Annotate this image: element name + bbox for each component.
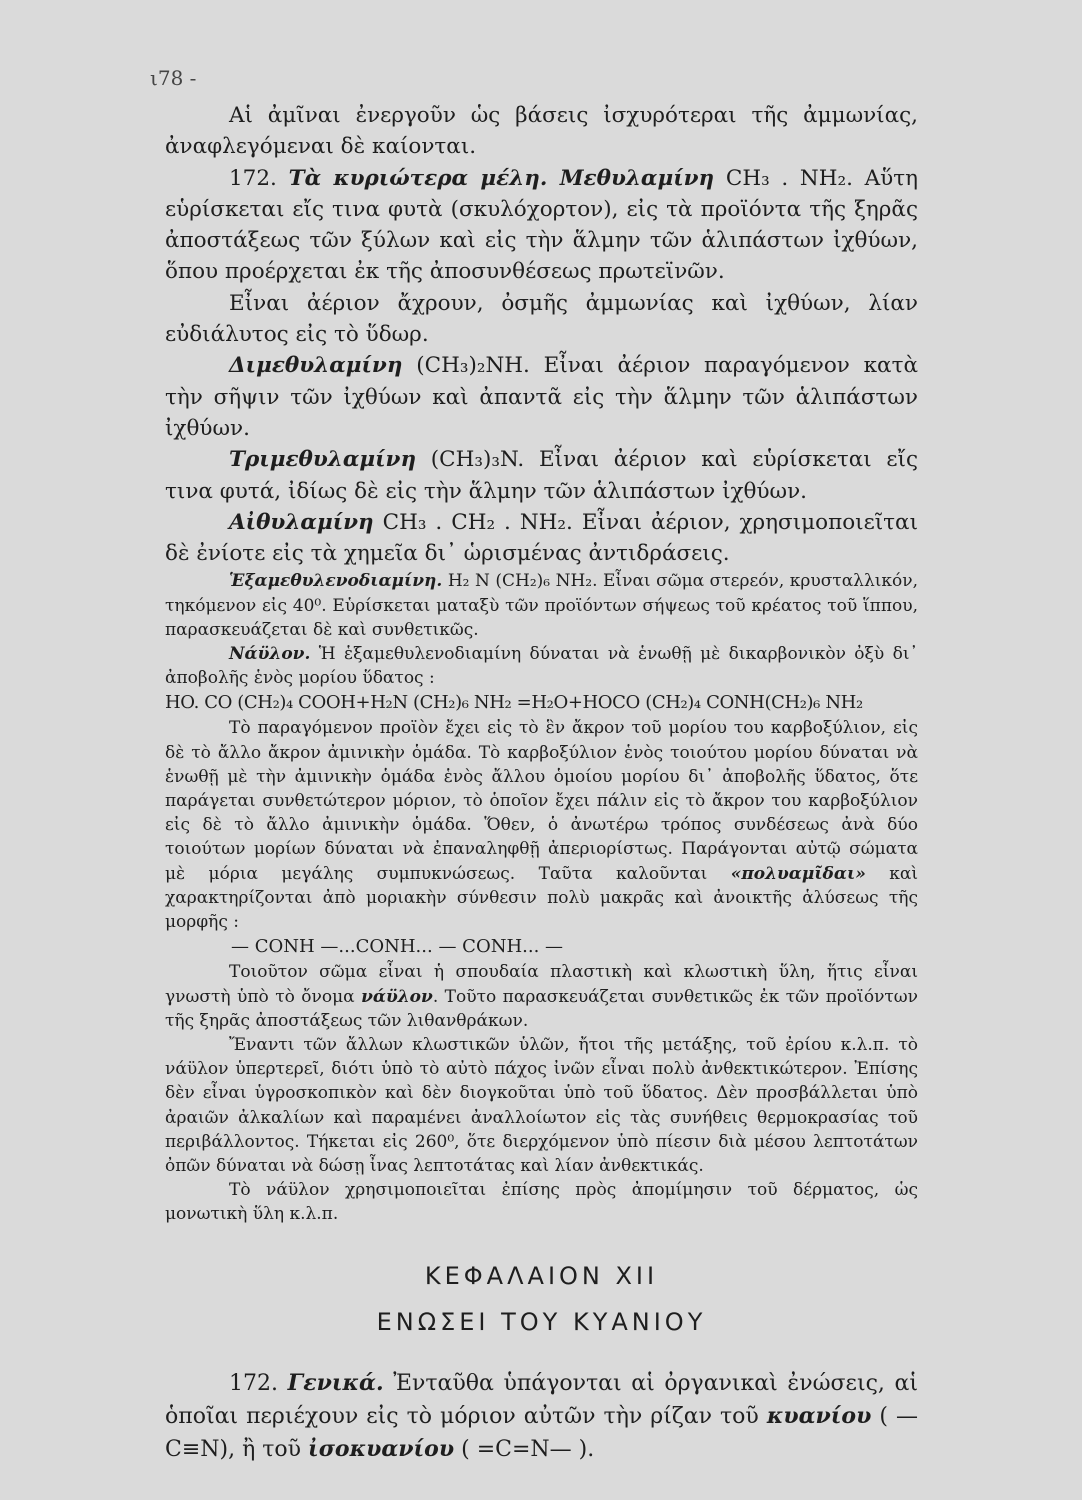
paragraph-plastic (165, 960, 918, 1033)
paragraph-nylon (165, 642, 918, 690)
condensation-text-end: καὶ χαρακτηρίζονται ἀπὸ μοριακὴν σύνθεσιν πολὺ μακρᾶς καὶ ἀνοικτῆς ἁλύσεως τῆς μορφῆς : (165, 863, 918, 933)
plastic-text-end: . Τοῦτο παρασκευάζεται συνθετικῶς ἐκ τῶν προϊόντων τῆς ξηρᾶς ἀποστάξεως τῶν λιθανθράκων. (165, 986, 918, 1031)
general-text: Ἐνταῦθα ὑπάγονται αἱ ὀργανικαὶ ἐνώσεις, αἱ ὁποῖαι περιέχουν εἰς τὸ μόριον αὐτῶν τὴν ρίζαν τοῦ (165, 1370, 918, 1429)
trimethylamine-name: Τριμεθυλαμίνη (229, 447, 417, 473)
hexamethylenediamine-name: Ἑξαμεθυλενοδιαμίνη. (229, 571, 443, 592)
chapter-number: ΚΕΦΑΛΑΙΟΝ XII (424, 1261, 659, 1290)
polyamides-term: «πολυαμῖδαι» (730, 863, 866, 884)
paragraph-main-members (165, 163, 918, 288)
plastic-text: Τοιοῦτον σῶμα εἶναι ἡ σπουδαία πλαστικὴ καὶ κλωστικὴ ὕλη, ἥτις εἶναι γνωστὴ ὑπὸ τὸ ὄνομα (165, 962, 918, 1007)
paragraph-fibers: Ἔναντι τῶν ἄλλων κλωστικῶν ὑλῶν, ἤτοι τῆς μετάξης, τοῦ ἐρίου κ.λ.π. τὸ νάϋλον ὑπερτερεῖ, διότι ὑπὸ τὸ αὐτὸ πάχος ἰνῶν εἶναι πολὺ ἀνθεκτικώτερον. Ἐπίσης δὲν εἶναι ὑγροσκοπικὸν καὶ δὲν διογκοῦται ὑπὸ τοῦ ὕδατος. Δὲν προσβάλλεται ὑπὸ ἀραιῶν ἀλκαλίων καὶ παραμένει ἀναλλοίωτον εἰς τὰς συνήθεις θερμοκρασίας τοῦ περιβάλλοντος. Τήκεται εἰς 260⁰, ὅτε διερχόμενον ὑπὸ πίεσιν διὰ μέσου λεπτοτάτων ὀπῶν δύναται νὰ δώσῃ ἶνας λεπτοτάτας καὶ λίαν ἀνθεκτικάς. (165, 1034, 918, 1176)
dimethylamine-name: Διμεθυλαμίνη (229, 353, 403, 379)
cyanide-formula: ( —C≡N), ἢ τοῦ (165, 1403, 919, 1462)
chapter-title: ΕΝΩΣΕΙ ΤΟΥ ΚΥΑΝΙΟΥ (376, 1307, 707, 1336)
page-number: ι78 - (150, 66, 197, 90)
paragraph-general (165, 1367, 918, 1466)
paragraph-ethylamine (165, 507, 918, 570)
paragraph-leather: Τὸ νάϋλον χρησιμοποιεῖται ἐπίσης πρὸς ἀπομίμησιν τοῦ δέρματος, ὡς μονωτικὴ ὕλη κ.λ.π. (165, 1180, 918, 1225)
cyanide-term: κυανίου (766, 1402, 872, 1429)
trimethylamine-text: (CH₃)₃N. Εἶναι ἀέριον καὶ εὑρίσκεται εἴς τινα φυτά, ἰδίως δὲ εἰς τὴν ἅλμην τῶν ἁλιπάστων ἰχθύων. (165, 447, 918, 504)
paragraph-amines-basicity: Αἱ ἀμῖναι ἐνεργοῦν ὡς βάσεις ἰσχυρότεραι τῆς ἀμμωνίας, ἀναφλεγόμεναι δὲ καίονται. (165, 103, 918, 160)
heading-methylamine: Τὰ κυριώτερα μέλη. Μεθυλαμίνη (288, 165, 715, 191)
ethylamine-name: Αἰθυλαμίνη (229, 509, 374, 535)
general-heading: Γενικά. (287, 1369, 384, 1396)
hexamethylenediamine-text: H₂ N (CH₂)₆ NH₂. Εἶναι σῶμα στερεόν, κρυσταλλικόν, τηκόμενον εἰς 40⁰. Εὑρίσκεται ματαξὺ τῶν προϊόντων σήψεως τοῦ κρέατος τοῦ ἵππου, παρασκευάζεται δὲ καὶ συνθετικῶς. (165, 571, 918, 640)
paragraph-hexamethylenediamine (165, 569, 918, 642)
page-body (165, 100, 918, 1466)
chemical-equation: HO. CO (CH₂)₄ COOH+H₂N (CH₂)₆ NH₂ =H₂O+HOCO (CH₂)₄ CONH(CH₂)₆ NH₂ (165, 692, 863, 714)
ethylamine-text: CH₃ . CH₂ . NH₂. Εἶναι ἀέριον, χρησιμοποιεῖται δὲ ἐνίοτε εἰς τὰ χημεῖα δι᾽ ὡρισμένας ἀντιδράσεις. (165, 509, 918, 567)
paragraph-trimethylamine (165, 444, 918, 507)
paragraph-dimethylamine (165, 350, 918, 444)
nylon-text: Ἡ ἑξαμεθυλενοδιαμίνη δύναται νὰ ἑνωθῇ μὲ δικαρβονικὸν ὀξὺ δι᾽ ἀποβολῆς ἑνὸς μορίου ὕδατος : (165, 644, 918, 689)
condensation-text: Τὸ παραγόμενον προϊὸν ἔχει εἰς τὸ ἓν ἄκρον τοῦ μορίου του καρβοξύλιον, εἰς δὲ τὸ ἄλλο ἄκρον ἀμινικὴν ὁμάδα. Τὸ καρβοξύλιον ἑνὸς τοιούτου μορίου δύναται νὰ ἑνωθῇ μὲ τὴν ἀμινικὴν ὁμάδα ἑνὸς ἄλλου ὁμοίου μορίου δι᾽ ἀποβολῆς ὕδατος, ὅτε παράγεται συνθετώτερον μόριον, τὸ ὁποῖον ἔχει πάλιν εἰς τὸ ἄκρον του καρβοξύλιον εἰς δὲ τὸ ἄλλο ἀμινικὴν ὁμάδα. Ὅθεν, ὁ ἀνωτέρω τρόπος συνδέσεως ἀνὰ δύο τοιούτων μορίων δύναται νὰ ἐπαναληφθῇ ἀπεριορίστως. Παράγονται αὐτῷ σώματα μὲ μόρια μεγάλης συμπυκνώσεως. Ταῦτα καλοῦνται (165, 718, 918, 884)
general-section-number: 172. (229, 1370, 288, 1396)
paragraph-condensation (165, 716, 918, 934)
nylon-name: Νάϋλον. (229, 644, 311, 665)
paragraph-methylamine-properties: Εἶναι ἀέριον ἄχρουν, ὀσμῆς ἀμμωνίας καὶ ἰχθύων, λίαν εὐδιάλυτος εἰς τὸ ὕδωρ. (165, 290, 918, 348)
polyamide-chain-structure: — CONH —...CONH... — CONH... — (231, 936, 564, 958)
nylon-term: νάϋλον (361, 986, 433, 1007)
dimethylamine-text: (CH₃)₂NH. Εἶναι ἀέριον παραγόμενον κατὰ τὴν σῆψιν τῶν ἰχθύων καὶ ἀπαντᾶ εἰς τὴν ἅλμην τῶν ἁλιπάστων ἰχθύων. (165, 353, 918, 441)
isocyanide-term: ἰσοκυανίου (308, 1435, 455, 1462)
section-number: 172. (229, 165, 289, 191)
methylamine-text: CH₃ . NH₂. Αὕτη εὑρίσκεται εἴς τινα φυτὰ (σκυλόχορτον), εἰς τὰ προϊόντα τῆς ξηρᾶς ἀποστάξεως τῶν ξύλων καὶ εἰς τὴν ἅλμην τῶν ἁλιπάστων ἰχθύων, ὅπου προέρχεται ἐκ τῆς ἀποσυνθέσεως πρωτεϊνῶν. (165, 165, 918, 285)
isocyanide-formula: ( =C=N— ). (454, 1436, 595, 1462)
